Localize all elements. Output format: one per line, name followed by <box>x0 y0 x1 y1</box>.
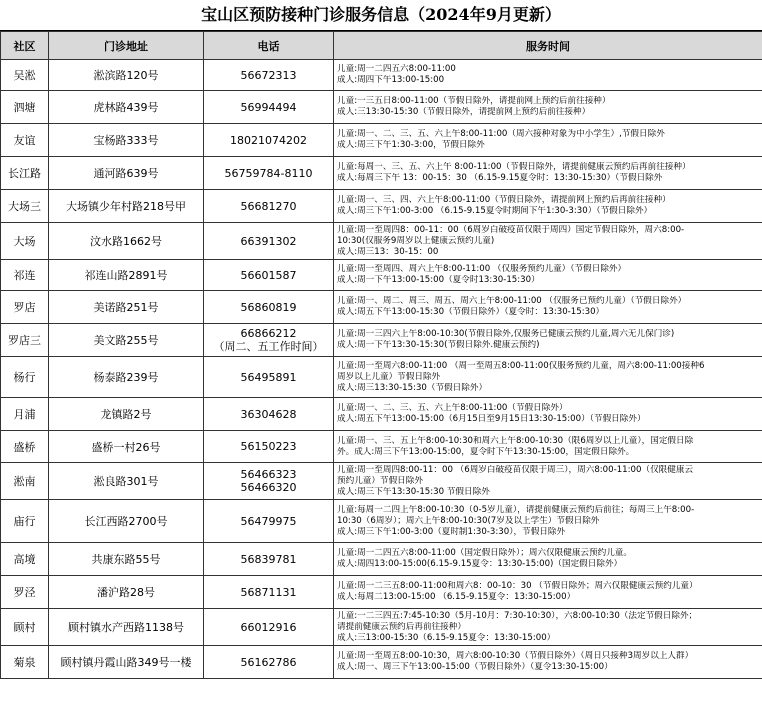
community-cell: 罗泾 <box>1 576 49 609</box>
service-line: 成人:周五下午13:00-15:00（6月15日至9月15日13:30-15:00）（节假日除外） <box>337 414 646 424</box>
phone-cell: 56495891 <box>204 357 334 398</box>
table-row <box>1 324 762 357</box>
service-line: 成人:周三13：30-15：00 <box>337 246 439 257</box>
community-cell: 高境 <box>1 543 49 576</box>
table-row <box>1 223 762 260</box>
phone-cell: 56681270 <box>204 190 334 223</box>
community-cell: 泗塘 <box>1 91 49 124</box>
service-line: 儿童:周一二四五六8:00-11:00（国定假日除外）；周六仅限健康云预约儿童。 <box>337 548 632 558</box>
table-row <box>1 357 762 398</box>
service-time-cell <box>334 431 762 463</box>
service-line: 预约儿童）节假日除外 <box>337 475 423 486</box>
address-cell: 共康东路55号 <box>49 543 204 576</box>
sheet-title: 宝山区预防接种门诊服务信息（2024年9月更新） <box>0 0 762 31</box>
phone-cell: 56871131 <box>204 576 334 609</box>
service-line: 成人:周三下午1:00-3:00 （6.15-9.15夏令时期间下午1:30-3:30）（节假日除外） <box>337 206 653 216</box>
service-line: 成人:周三下午1:00-3:00（夏时制1:30-3:30），节假日除外 <box>337 526 566 537</box>
community-cell: 祁连 <box>1 260 49 291</box>
service-line: 儿童:周一、三、四、六上午8:00-11:00（节假日除外，请提前网上预约后再前往接种） <box>337 195 671 205</box>
service-line: 儿童:每周一二四上午8:00-10:30（0-5岁儿童），请提前健康云预约后前往；每周三上午8:00- <box>337 504 695 515</box>
service-line: 周岁以上儿童）节假日除外 <box>337 371 441 382</box>
service-time-cell <box>334 60 762 91</box>
service-line: 成人:周四下午13:00-15:00 <box>337 75 445 85</box>
table-row <box>1 60 762 91</box>
service-line: 成人:周三下午1:30-3:00，节假日除外 <box>337 140 485 150</box>
table-row <box>1 124 762 157</box>
service-line: 儿童:一三五日8:00-11:00（节假日除外，请提前网上预约后前往接种） <box>337 96 611 106</box>
header-row <box>1 32 762 60</box>
phone-cell: 56162786 <box>204 646 334 679</box>
address-cell: 潘沪路28号 <box>49 576 204 609</box>
service-time-cell <box>334 260 762 291</box>
service-time-cell <box>334 500 762 543</box>
service-line: 外。成人:周三下午13:00-15:00，夏令时下午13:30-15:00，国定假日除外。 <box>337 446 635 457</box>
service-line: 儿童:周一三四六上午8:00-10:30(节假日除外,仅服务已健康云预约儿童,周六无儿保门诊) <box>337 329 675 339</box>
table-row <box>1 576 762 609</box>
service-time-cell <box>334 609 762 646</box>
header-address: 门诊地址 <box>49 32 204 60</box>
community-cell: 大场 <box>1 223 49 260</box>
header-phone: 电话 <box>204 32 334 60</box>
address-cell: 大场镇少年村路218号甲 <box>49 190 204 223</box>
phone-cell: 56672313 <box>204 60 334 91</box>
service-line: 儿童:周一至周四、周六上午8:00-11:00 （仅服务预约儿童）（节假日除外） <box>337 264 627 274</box>
service-time-cell <box>334 291 762 324</box>
clinic-table <box>0 31 762 679</box>
table-row <box>1 398 762 431</box>
phone-cell: 18021074202 <box>204 124 334 157</box>
phone-cell: 66012916 <box>204 609 334 646</box>
community-cell: 淞南 <box>1 463 49 500</box>
phone-cell: 36304628 <box>204 398 334 431</box>
table-row <box>1 260 762 291</box>
service-line: 成人:周五下午13:00-15:30（节假日除外）（夏令时：13:30-15:30） <box>337 307 605 317</box>
phone-cell: 56479975 <box>204 500 334 543</box>
service-time-cell <box>334 398 762 431</box>
address-cell: 虎林路439号 <box>49 91 204 124</box>
phone-cell: 56759784-8110 <box>204 157 334 190</box>
service-line: 儿童:周一二四五六8:00-11:00 <box>337 64 456 74</box>
service-time-cell <box>334 543 762 576</box>
table-row <box>1 646 762 679</box>
address-cell: 淞良路301号 <box>49 463 204 500</box>
service-time-cell <box>334 324 762 357</box>
service-line: 儿童:周一、周二、周三、周五、周六上午8:00-11:00 （仅服务已预约儿童）（节假日除外） <box>337 296 687 306</box>
service-line: 成人:三13:00-15:30（6.15-9.15夏令：13:30-15:00） <box>337 632 556 643</box>
table-row <box>1 543 762 576</box>
service-line: 成人:周一、周三下午13:00-15:00（节假日除外）（夏令13:30-15:00） <box>337 662 613 672</box>
service-time-cell <box>334 157 762 190</box>
address-cell: 汶水路1662号 <box>49 223 204 260</box>
phone-cell: 56860819 <box>204 291 334 324</box>
service-line: 成人:周三下午13:30-15:30 节假日除外 <box>337 486 490 497</box>
table-row <box>1 609 762 646</box>
table-row <box>1 431 762 463</box>
community-cell: 杨行 <box>1 357 49 398</box>
service-time-cell <box>334 463 762 500</box>
table-row <box>1 190 762 223</box>
table-row <box>1 91 762 124</box>
service-time-cell <box>334 190 762 223</box>
address-cell: 美文路255号 <box>49 324 204 357</box>
community-cell: 盛桥 <box>1 431 49 463</box>
address-cell: 杨泰路239号 <box>49 357 204 398</box>
address-cell: 盛桥一村26号 <box>49 431 204 463</box>
service-line: 成人:每周三下午 13：00-15：30 （6.15-9.15夏令时：13:30-15:30）（节假日除外 <box>337 173 663 183</box>
service-line: 儿童:周一、三、五上午8:00-10:30和周六上午8:00-10:30（限6周岁以上儿童），国定假日除 <box>337 435 694 446</box>
community-cell: 庙行 <box>1 500 49 543</box>
community-cell: 长江路 <box>1 157 49 190</box>
table-row <box>1 463 762 500</box>
community-cell: 顾村 <box>1 609 49 646</box>
header-community: 社区 <box>1 32 49 60</box>
service-line: 儿童:一二三四五:7:45-10:30（5月-10月：7:30-10:30），六8:00-10:30（法定节假日除外； <box>337 610 698 621</box>
service-line: 10:30(仅服务9周岁以上健康云预约儿童) <box>337 235 495 246</box>
community-cell: 菊泉 <box>1 646 49 679</box>
phone-cell: 56150223 <box>204 431 334 463</box>
header-service: 服务时间 <box>334 32 762 60</box>
service-line: 儿童:周一至周四8：00-11：00（6周岁白破疫苗仅限于周四）国定节假日除外，周六8:00- <box>337 224 685 235</box>
service-time-cell <box>334 357 762 398</box>
community-cell: 罗店三 <box>1 324 49 357</box>
address-cell: 长江西路2700号 <box>49 500 204 543</box>
service-time-cell <box>334 124 762 157</box>
service-line: 请提前健康云预约后再前往接种） <box>337 621 466 632</box>
address-cell: 顾村镇丹霞山路349号一楼 <box>49 646 204 679</box>
community-cell: 友谊 <box>1 124 49 157</box>
address-cell: 顾村镇水产西路1138号 <box>49 609 204 646</box>
table-row <box>1 291 762 324</box>
table-body <box>1 60 762 679</box>
phone-cell: 56601587 <box>204 260 334 291</box>
phone-cell: 56839781 <box>204 543 334 576</box>
service-time-cell <box>334 91 762 124</box>
service-line: 成人:周三13:30-15:30（节假日除外） <box>337 382 488 393</box>
phone-cell: 66391302 <box>204 223 334 260</box>
service-time-cell <box>334 646 762 679</box>
address-cell: 龙镇路2号 <box>49 398 204 431</box>
service-line: 成人:周一下午13:00-15:00（夏令时13:30-15:30） <box>337 275 540 285</box>
service-line: 成人:每周二13:00-15:00 （6.15-9.15夏令：13:30-15:00） <box>337 592 576 602</box>
address-cell: 淞滨路120号 <box>49 60 204 91</box>
phone-cell: 66866212 （周二、五工作时间） <box>204 324 334 357</box>
service-line: 儿童:周一二三五8:00-11:00和周六8：00-10：30 （节假日除外；周六仅限健康云预约儿童） <box>337 581 698 591</box>
service-line: 儿童:每周一、三、五、六上午 8:00-11:00（节假日除外，请提前健康云预约后再前往接种） <box>337 162 691 172</box>
community-cell: 吴淞 <box>1 60 49 91</box>
address-cell: 美诺路251号 <box>49 291 204 324</box>
service-line: 儿童:周一、二、三、五、六上午8:00-11:00（节假日除外） <box>337 403 568 413</box>
service-time-cell <box>334 576 762 609</box>
service-time-cell <box>334 223 762 260</box>
address-cell: 祁连山路2891号 <box>49 260 204 291</box>
service-line: 儿童:周一至周五8:00-10:30，周六8:00-10:30（节假日除外）（周日只接种3周岁以上人群） <box>337 651 694 661</box>
service-line: 儿童:周一至周六8:00-11:00 （周一至周五8:00-11:00仅服务预约儿童，周六8:00-11:00接种6 <box>337 360 705 371</box>
service-line: 成人:周一下午13:30-15:30(节假日除外.健康云预约) <box>337 340 540 350</box>
phone-cell: 56994494 <box>204 91 334 124</box>
service-line: 成人:周四13:00-15:00(6.15-9.15夏令：13:30-15:00)（国定假日除外） <box>337 559 623 569</box>
service-line: 儿童:周一、二、三、五、六上午8:00-11:00（周六接种对象为中小学生）,节假日除外 <box>337 129 665 139</box>
table-row <box>1 500 762 543</box>
service-line: 10:30（6周岁）；周六上午8:00-10:30(7岁及以上学生）节假日除外 <box>337 515 600 526</box>
community-cell: 月浦 <box>1 398 49 431</box>
address-cell: 宝杨路333号 <box>49 124 204 157</box>
community-cell: 大场三 <box>1 190 49 223</box>
phone-cell: 56466323 56466320 <box>204 463 334 500</box>
table-row <box>1 157 762 190</box>
service-line: 成人:三13:30-15:30（节假日除外，请提前网上预约后前往接种） <box>337 107 591 117</box>
community-cell: 罗店 <box>1 291 49 324</box>
service-line: 儿童:周一至周四8:00-11：00 （6周岁白破疫苗仅限于周三），周六8:00-11:00（仅限健康云 <box>337 464 694 475</box>
address-cell: 通河路639号 <box>49 157 204 190</box>
